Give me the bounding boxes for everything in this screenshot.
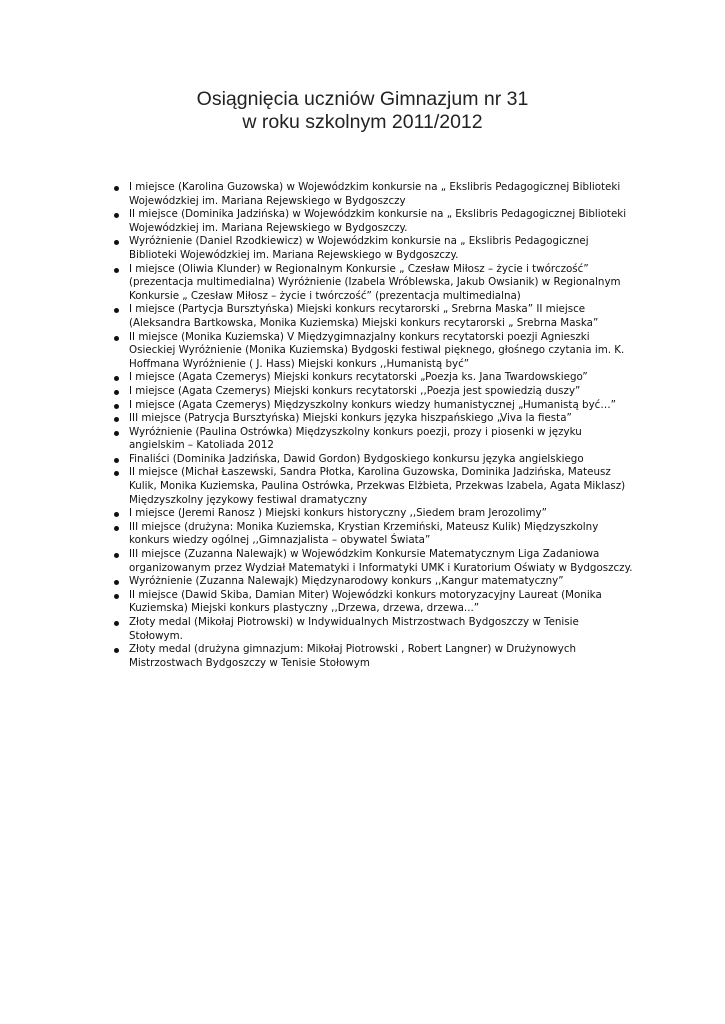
bullet-icon (114, 648, 119, 653)
list-item-text: II miejsce (Dominika Jadzińska) w Wojewódzkim konkursie na „ Ekslibris Pedagogicznej Biblioteki Wojewódzkiej im. Mariana Rejewskiego w Bydgoszczy. (129, 208, 627, 234)
list-item-text: Wyróżnienie (Paulina Ostrówka) Międzyszkolny konkurs poezji, prozy i piosenki w języku angielskim – Katoliada 2012 (129, 425, 582, 452)
list-item-text: II miejsce (Monika Kuziemska) V Międzygimnazjalny konkurs recytatorski poezji Agnieszki Osieckiej Wyróżnienie (Monika Kuziemska) Bydgoski festiwal pięknego, głośnego czytania im. K. Hoffmana Wyróżnienie ( J. Hass) Miejski konkurs ,,Humanistą być” (129, 330, 625, 370)
bullet-icon (114, 471, 119, 476)
list-item-text: Finaliści (Dominika Jadzińska, Dawid Gordon) Bydgoskiego konkursu języka angielskiego (129, 452, 584, 465)
bullet-icon (114, 186, 119, 191)
list-item-text: Złoty medal (drużyna gimnazjum: Mikołaj Piotrowski , Robert Langner) w Drużynowych Mistrzostwach Bydgoszczy w Tenisie Stołowym (129, 643, 577, 669)
bullet-icon (114, 268, 119, 273)
bullet-icon (114, 213, 119, 218)
list-item (94, 453, 634, 467)
list-item-text: I miejsce (Partycja Bursztyńska) Miejski konkurs recytarorski „ Srebrna Maska” II miejsce (Aleksandra Bartkowska, Monika Kuziemska) Miejski konkurs recytarorski „ Srebrna Maska” (129, 303, 599, 329)
list-item (94, 331, 634, 372)
title-line-1: Osiągnięcia uczniów Gimnazjum nr 31 (196, 88, 529, 110)
bullet-icon (114, 553, 119, 558)
list-item (94, 575, 634, 589)
list-item (94, 263, 634, 304)
bullet-icon (114, 580, 119, 585)
list-item-text: III miejsce (Patrycja Bursztyńska) Miejski konkurs języka hiszpańskiego „Viva la fiesta” (129, 412, 572, 425)
bullet-icon (114, 526, 119, 531)
bullet-icon (114, 336, 119, 341)
bullet-icon (114, 390, 119, 395)
list-item-text: III miejsce (drużyna: Monika Kuziemska, Krystian Krzemiński, Mateusz Kulik) Międzyszkolny konkurs wiedzy ogólnej ,,Gimnazjalista – obywatel Świata” (129, 520, 599, 547)
bullet-icon (114, 594, 119, 599)
list-item (94, 589, 634, 616)
list-item (94, 548, 634, 575)
list-item (94, 399, 634, 413)
bullet-icon (114, 431, 119, 436)
page-title (0, 88, 725, 134)
list-item (94, 616, 634, 643)
list-item (94, 181, 634, 208)
list-item (94, 507, 634, 521)
list-item-text: Wyróżnienie (Zuzanna Nalewajk) Międzynarodowy konkurs ,,Kangur matematyczny” (129, 575, 564, 588)
list-item (94, 235, 634, 262)
list-item (94, 208, 634, 235)
list-item-text: Wyróżnienie (Daniel Rzodkiewicz) w Wojewódzkim konkursie na „ Ekslibris Pedagogicznej Biblioteki Wojewódzkiej im. Mariana Rejewskiego w Bydgoszczy. (129, 235, 589, 261)
title-line-2: w roku szkolnym 2011/2012 (242, 111, 483, 133)
list-item-text: I miejsce (Agata Czemerys) Miejski konkurs recytatorski „Poezja ks. Jana Twardowskiego” (129, 371, 588, 384)
list-item-text: I miejsce (Agata Czemerys) Międzyszkolny konkurs wiedzy humanistycznej „Humanistą być…” (129, 398, 616, 411)
list-item-text: I miejsce (Karolina Guzowska) w Wojewódzkim konkursie na „ Ekslibris Pedagogicznej Biblioteki Wojewódzkiej im. Mariana Rejewskiego w Bydgoszczy (129, 181, 621, 207)
list-item (94, 426, 634, 453)
list-item-text: Złoty medal (Mikołaj Piotrowski) w Indywidualnych Mistrzostwach Bydgoszczy w Tenisie Stołowym. (129, 616, 579, 642)
bullet-icon (114, 308, 119, 313)
bullet-icon (114, 240, 119, 245)
list-item (94, 385, 634, 399)
list-item (94, 521, 634, 548)
list-item-text: II miejsce (Dawid Skiba, Damian Miter) Wojewódzki konkurs motoryzacyjny Laureat (Monika Kuziemska) Miejski konkurs plastyczny ,,Drzewa, drzewa, drzewa...” (129, 588, 602, 615)
list-item (94, 412, 634, 426)
list-item-text: I miejsce (Agata Czemerys) Miejski konkurs recytatorski ,,Poezja jest spowiedzią duszy” (129, 384, 581, 397)
list-item (94, 303, 634, 330)
list-item-text: III miejsce (Zuzanna Nalewajk) w Wojewódzkim Konkursie Matematycznym Liga Zadaniowa organizowanym przez Wydział Matematyki i Informatyki UMK i Kuratorium Oświaty w Bydgoszczy. (129, 548, 633, 574)
bullet-icon (114, 512, 119, 517)
list-item (94, 466, 634, 507)
list-item-text: I miejsce (Oliwia Klunder) w Regionalnym Konkursie „ Czesław Miłosz – życie i twórczość” (prezentacja multimedialna) Wyróżnienie (Izabela Wróblewska, Jakub Owsianik) w Regionalnym Konkursie „ Czesław Miłosz – życie i twórczość” (prezentacja multimedialna) (129, 262, 621, 302)
list-item-text: II miejsce (Michał Łaszewski, Sandra Płotka, Karolina Guzowska, Dominika Jadzińska, Mateusz Kulik, Monika Kuziemska, Paulina Ostrówka, Przekwas Elżbieta, Przekwas Izabela, Agata Miklasz) Międzyszkolny językowy festiwal dramatyczny (129, 466, 626, 506)
achievements-list (94, 181, 634, 670)
list-item-text: I miejsce (Jeremi Ranosz ) Miejski konkurs historyczny ,,Siedem bram Jerozolimy” (129, 507, 547, 520)
bullet-icon (114, 404, 119, 409)
bullet-icon (114, 458, 119, 463)
bullet-icon (114, 376, 119, 381)
list-item (94, 371, 634, 385)
bullet-icon (114, 417, 119, 422)
bullet-icon (114, 621, 119, 626)
list-item (94, 643, 634, 670)
